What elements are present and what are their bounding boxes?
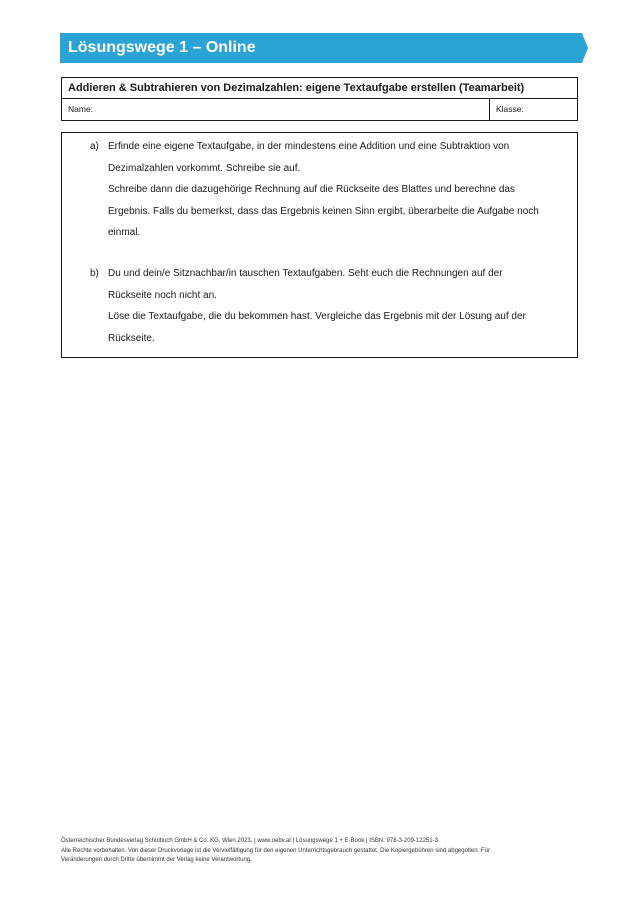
footer-line: Veränderungen durch Dritte übernimmt der Verlag keine Verantwortung. [61,857,252,863]
task-line: einmal. [108,227,141,238]
task-line: Schreibe dann die dazugehörige Rechnung auf die Rückseite des Blattes und berechne das [108,184,515,195]
task-label: b) [90,268,99,279]
name-field: Name: [62,99,490,120]
banner-title: Lösungswege 1 – Online [68,39,256,56]
task-line: Rückseite. [108,332,155,344]
worksheet-title: Addieren & Subtrahieren von Dezimalzahlen: eigene Textaufgabe erstellen (Teamarbeit) [62,78,577,99]
publisher-footer [61,837,581,866]
task-text [108,263,568,349]
task-line: Rückseite noch nicht an. [108,289,217,301]
task-text [108,136,568,244]
task-line: Du und dein/e Sitznachbar/in tauschen Textaufgaben. Seht euch die Rechnungen auf der [108,268,503,279]
footer-line: Alle Rechte vorbehalten. Von dieser Druckvorlage ist die Vervielfältigung für den eigenen Unterrichtsgebrauch gestattet. Die Kopiergebühren sind abgegolten. Für [61,847,490,854]
class-field: Klasse: [496,104,524,114]
task-line: Dezimalzahlen vorkommt. Schreibe sie auf. [108,162,301,174]
title-banner [60,33,588,63]
worksheet-header [61,77,578,121]
task-line: Erfinde eine eigene Textaufgabe, in der mindestens eine Addition und eine Subtraktion von [108,141,510,152]
task-line: Ergebnis. Falls du bemerkst, dass das Ergebnis keinen Sinn ergibt, überarbeite die Aufgabe noch [108,205,539,217]
task-box [61,132,578,358]
task-line: Löse die Textaufgabe, die du bekommen hast. Vergleiche das Ergebnis mit der Lösung auf der [108,311,526,322]
footer-line: Österreichischer Bundesverlag Schulbuch GmbH & Co. KG, Wien 2023. | www.oebv.at | Lösungswege 1 + E-Book | ISBN: 978-3-209-12251-3 [61,838,438,844]
task-label: a) [90,141,99,152]
